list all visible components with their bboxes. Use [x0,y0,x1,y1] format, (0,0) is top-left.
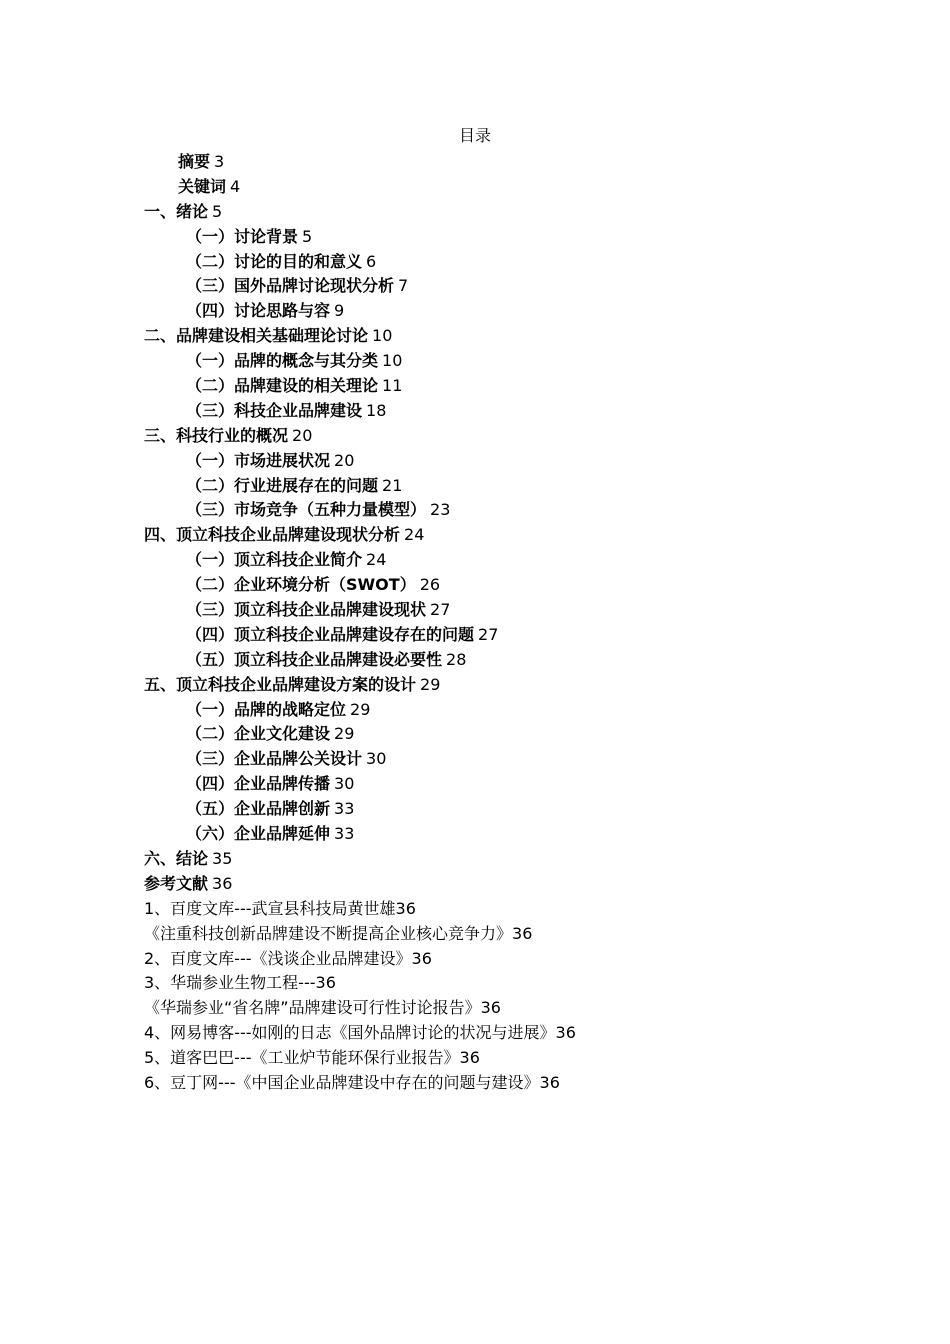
toc-entry[interactable]: （二）品牌建设的相关理论 11 [186,376,403,396]
toc-entry[interactable]: （一）市场进展状况 20 [186,450,355,470]
toc-entry[interactable]: （五）顶立科技企业品牌建设必要性 28 [186,649,467,669]
toc-entry[interactable]: （一）顶立科技企业简介 24 [186,550,387,570]
toc-entry[interactable]: （三）顶立科技企业品牌建设现状 27 [186,600,451,620]
toc-entry[interactable]: （三）国外品牌讨论现状分析 7 [186,276,409,296]
toc-entry[interactable]: （三）市场竞争（五种力量模型） 23 [186,500,451,520]
toc-entry[interactable]: （一）品牌的战略定位 29 [186,699,371,719]
reference-entry[interactable]: 2、百度文库---《浅谈企业品牌建设》36 [144,948,432,968]
toc-entry[interactable]: （四）企业品牌传播 30 [186,774,355,794]
toc-entry[interactable]: （二）企业文化建设 29 [186,724,355,744]
reference-entry[interactable]: 《华瑞参业“省名牌”品牌建设可行性讨论报告》36 [144,998,501,1018]
toc-entry[interactable]: 参考文献 36 [144,873,233,893]
toc-list [0,150,950,1096]
toc-entry[interactable]: （三）科技企业品牌建设 18 [186,400,387,420]
toc-entry[interactable]: （二）行业进展存在的问题 21 [186,475,403,495]
toc-entry[interactable]: 摘要 3 [178,152,225,171]
toc-entry[interactable]: （二）企业环境分析（SWOT） 26 [186,575,441,595]
toc-entry[interactable]: 三、科技行业的概况 20 [144,425,313,445]
reference-entry[interactable]: 4、网易博客---如刚的日志《国外品牌讨论的状况与进展》36 [144,1023,576,1043]
toc-entry[interactable]: （一）讨论背景 5 [186,226,313,246]
toc-title: 目录 [458,126,491,145]
reference-entry[interactable]: 3、华瑞参业生物工程---36 [144,973,336,993]
toc-entry[interactable]: （三）企业品牌公关设计 30 [186,749,387,769]
toc-entry[interactable]: （五）企业品牌创新 33 [186,799,355,819]
toc-entry[interactable]: 五、顶立科技企业品牌建设方案的设计 29 [144,674,441,694]
toc-entry[interactable]: （二）讨论的目的和意义 6 [186,251,377,271]
reference-entry[interactable]: 《注重科技创新品牌建设不断提高企业核心竞争力》36 [144,923,533,943]
reference-entry[interactable]: 5、道客巴巴---《工业炉节能环保行业报告》36 [144,1048,480,1068]
toc-entry[interactable]: （六）企业品牌延伸 33 [186,824,355,844]
toc-entry[interactable]: （四）顶立科技企业品牌建设存在的问题 27 [186,624,499,644]
toc-entry[interactable]: （四）讨论思路与容 9 [186,301,345,321]
reference-entry[interactable]: 6、豆丁网---《中国企业品牌建设中存在的问题与建设》36 [144,1072,560,1092]
toc-entry[interactable]: 一、绪论 5 [144,201,223,221]
toc-entry[interactable]: 四、顶立科技企业品牌建设现状分析 24 [144,525,425,545]
toc-entry[interactable]: 二、品牌建设相关基础理论讨论 10 [144,326,393,346]
toc-entry[interactable]: 关键词 4 [178,176,241,196]
toc-entry[interactable]: （一）品牌的概念与其分类 10 [186,351,403,371]
toc-entry[interactable]: 六、结论 35 [144,848,233,868]
reference-entry[interactable]: 1、百度文库---武宣县科技局黄世雄36 [144,898,416,918]
